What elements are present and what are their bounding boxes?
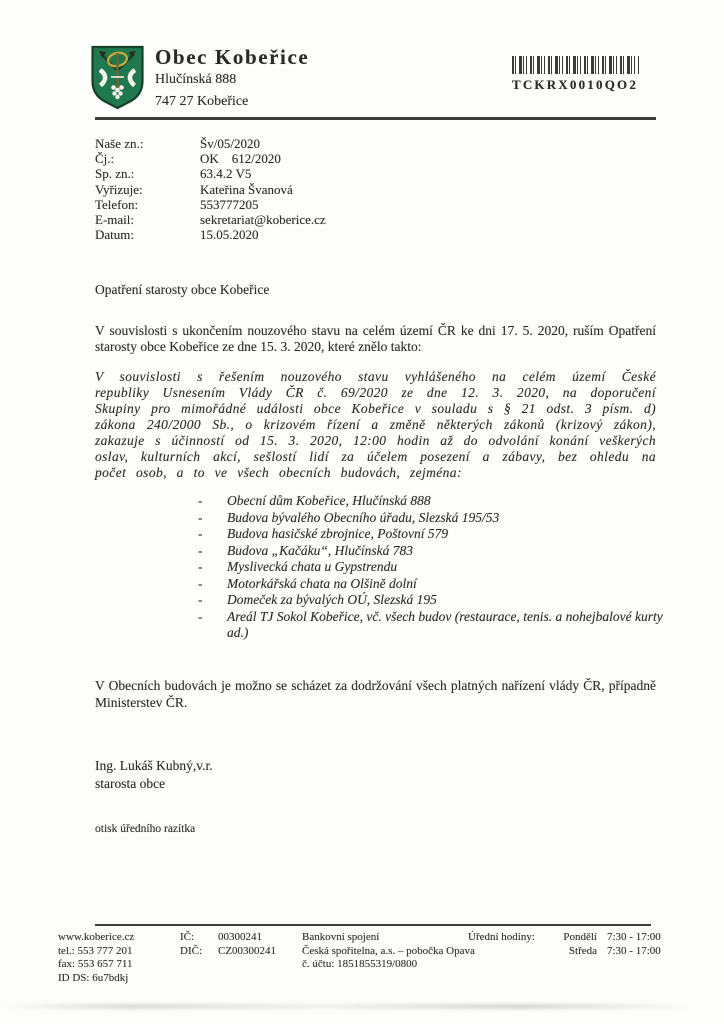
office-hours-row xyxy=(545,931,675,945)
signatory-role: starosta obce xyxy=(95,775,166,791)
reference-value: Kateřina Švanová xyxy=(200,181,293,197)
reference-row xyxy=(95,136,326,151)
reference-value: OK 612/2020 xyxy=(200,151,281,167)
list-item xyxy=(198,576,677,593)
reference-row xyxy=(95,212,326,227)
footer-contact-line: tel.: 553 777 201 xyxy=(58,944,133,957)
registration-row xyxy=(180,945,276,959)
footer-rule xyxy=(95,924,651,926)
office-hours-day: Středa xyxy=(568,944,597,957)
list-item-text: Domeček za bývalých OÚ, Slezská 195 xyxy=(227,592,437,607)
reference-row xyxy=(95,182,326,197)
subject-line: Opatření starosty obce Kobeřice xyxy=(95,282,270,297)
list-dash-marker: - xyxy=(198,559,203,574)
reference-row xyxy=(95,197,326,212)
signature-block xyxy=(95,757,213,792)
footer-contact xyxy=(58,931,134,985)
list-dash-marker: - xyxy=(198,526,203,541)
office-hours-label: Úřední hodiny: xyxy=(468,931,535,943)
reference-label: Telefon: xyxy=(95,196,139,212)
list-item-text: Budova bývalého Obecního úřadu, Slezská 195/53 xyxy=(227,509,500,525)
shield-icon xyxy=(89,44,146,111)
reference-block xyxy=(95,136,326,242)
list-item-text: Obecní dům Kobeřice, Hlučínská 888 xyxy=(227,493,431,508)
office-hours-row xyxy=(545,945,675,959)
registration-row xyxy=(180,931,276,945)
registration-label: IČ: xyxy=(180,931,195,943)
list-item xyxy=(198,510,677,527)
coat-of-arms-logo xyxy=(89,44,146,116)
list-dash-marker: - xyxy=(198,493,203,508)
list-item xyxy=(198,493,677,510)
reference-value: Šv/05/2020 xyxy=(200,136,260,151)
list-item-text: Areál TJ Sokol Kobeřice, vč. všech budov (restaurace, tenis. a nohejbalové kurty ad.) xyxy=(227,608,663,640)
list-dash-marker: - xyxy=(198,608,203,624)
paragraph-quoted-measure: V souvislosti s řešením nouzového stavu vyhlášeného na celém území České republiky Usnesením Vlády ČR č. 69/2020 ze dne 12. 3. 2020, na doporučení Skupiny pro mimořádné události obce Kobeřice v souladu s § 21 odst. 3 písm. d) zákona 240/2000 Sb., o krizovém řízení a změně některých zákonů (krizový zákon), zakazuje s účinností od 15. 3. 2020, 12:00 hodin až do odvolání konání veškerých oslav, kulturních akcí, sešlostí lidí za účelem posezení a zábavy, bez ohledu na počet osob, a to ve všech obecních budovách, zejména: xyxy=(95,369,656,480)
office-hours-time: 7:30 - 17:00 xyxy=(607,944,661,957)
list-dash-marker: - xyxy=(198,509,203,525)
reference-label: Vyřizuje: xyxy=(95,181,143,197)
list-item-text: Myslivecká chata u Gypstrendu xyxy=(227,559,398,574)
footer-bank-line: Bankovní spojení xyxy=(302,931,380,943)
list-item xyxy=(198,543,677,560)
footer-registration xyxy=(180,931,276,958)
registration-value: CZ00300241 xyxy=(218,944,277,957)
reference-label: Naše zn.: xyxy=(95,136,144,151)
reference-row xyxy=(95,227,326,242)
paragraph-closing: V Obecních budovách je možno se scházet za dodržování všech platných nařízení vlády ČR, případně Ministerstev ČR. xyxy=(95,678,656,710)
footer-bank xyxy=(302,931,475,972)
reference-label: E-mail: xyxy=(95,212,134,228)
barcode-image xyxy=(512,56,639,74)
list-item-text: Motorkářská chata na Olšině dolní xyxy=(227,575,417,591)
reference-row xyxy=(95,151,326,166)
org-street: Hlučínská 888 xyxy=(155,72,237,87)
org-city: 747 27 Kobeřice xyxy=(155,94,249,109)
list-dash-marker: - xyxy=(198,592,203,607)
list-item-text: Budova „Kačáku“, Hlučínská 783 xyxy=(227,542,413,558)
reference-label: Datum: xyxy=(95,227,134,243)
registration-label: DIČ: xyxy=(180,944,202,957)
footer-bank-line: č. účtu: 1851855319/0800 xyxy=(302,958,418,971)
footer-bank-line: Česká spořitelna, a.s. – pobočka Opava xyxy=(302,944,475,957)
building-list xyxy=(198,493,677,642)
paragraph-cancellation: V souvislosti s ukončením nouzového stavu na celém území ČR ke dni 17. 5. 2020, ruším Opatření starosty obce Kobeřice ze dne 15. 3. 2020, které znělo takto: xyxy=(95,323,656,354)
signatory-name: Ing. Lukáš Kubný,v.r. xyxy=(95,758,213,773)
footer-contact-line: www.koberice.cz xyxy=(58,931,135,943)
reference-value: 63.4.2 V5 xyxy=(200,166,252,182)
scan-artifact xyxy=(0,1004,724,1009)
reference-value: sekretariat@koberice.cz xyxy=(200,212,326,228)
office-hours xyxy=(545,931,675,958)
list-item xyxy=(198,609,677,642)
org-name: Obec Kobeřice xyxy=(155,45,310,69)
list-item-text: Budova hasičské zbrojnice, Poštovní 579 xyxy=(227,526,449,541)
footer-contact-line: fax: 553 657 711 xyxy=(58,958,133,971)
list-item xyxy=(198,526,677,543)
office-hours-time: 7:30 - 17:00 xyxy=(607,931,661,943)
footer-contact-line: ID DS: 6u7bdkj xyxy=(58,971,129,984)
list-dash-marker: - xyxy=(198,575,203,591)
list-item xyxy=(198,559,677,576)
reference-value: 553777205 xyxy=(200,196,259,212)
stamp-note: otisk úředního razítka xyxy=(95,823,196,835)
office-hours-day: Pondělí xyxy=(563,931,597,943)
list-dash-marker: - xyxy=(198,542,203,558)
list-item xyxy=(198,592,677,609)
barcode-label: TCKRX0010QO2 xyxy=(511,77,639,92)
header-rule xyxy=(95,117,656,120)
reference-value: 15.05.2020 xyxy=(200,227,259,243)
reference-label: Čj.: xyxy=(95,151,115,167)
reference-label: Sp. zn.: xyxy=(95,166,135,182)
reference-row xyxy=(95,166,326,181)
registration-value: 00300241 xyxy=(218,931,262,943)
